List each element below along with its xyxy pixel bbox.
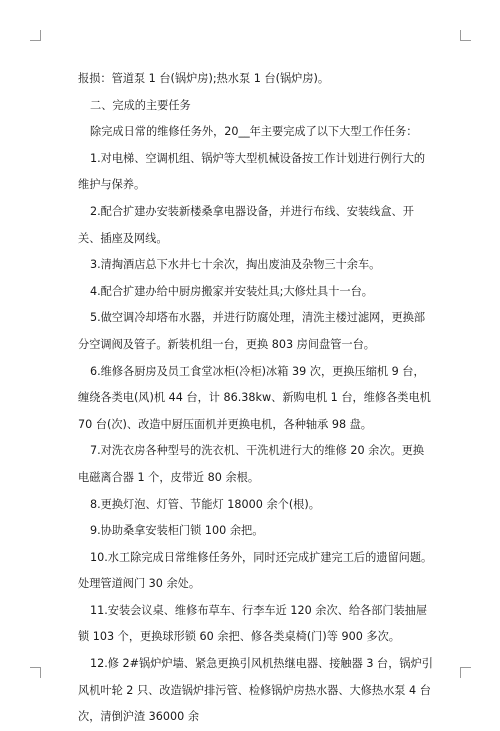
- paragraph-damage-report: 报损：管道泵 1 台(锅炉房);热水泵 1 台(锅炉房)。: [78, 72, 330, 85]
- paragraph-intro: 除完成日常的维修任务外，20__年主要完成了以下大型工作任务：: [90, 125, 418, 139]
- task-item-11: 11.安装会议桌、维修布草车、行李车近 120 余次、给各部门装抽屉锁 103 个，更换球形锁 60 余把、修各类桌椅(门)等 900 多次。: [78, 603, 428, 644]
- task-item-4: 4.配合扩建办给中厨房搬家并安装灶具;大修灶具十一台。: [90, 284, 373, 298]
- task-item-10: 10.水工除完成日常维修任务外，同时还完成扩建完工后的遗留问题。处理管道阀门 30 余处。: [78, 550, 433, 591]
- crop-mark-top-right: [460, 30, 471, 41]
- task-item-9: 9.协助桑拿安装柜门锁 100 余把。: [90, 524, 264, 538]
- task-item-6: 6.维修各厨房及员工食堂冰柜(冷柜)冰箱 39 次，更换压缩机 9 台，缠绕各类电(风)机 44 台，计 86.38kw、新购电机 1 台，维修各类电机 70 台(次)、改造中厨压面机并更换电机，各种轴承 98 盘。: [78, 364, 431, 431]
- crop-mark-top-left: [30, 30, 41, 41]
- task-item-3: 3.清掏酒店总下水井七十余次，掏出废油及杂物三十余车。: [90, 258, 381, 272]
- document-body: [78, 66, 434, 731]
- crop-mark-bottom-right: [460, 667, 471, 678]
- crop-mark-bottom-left: [30, 667, 41, 678]
- task-item-8: 8.更换灯泡、灯管、节能灯 18000 余个(根)。: [90, 497, 320, 511]
- section-heading: 二、完成的主要任务: [90, 98, 191, 112]
- task-item-5: 5.做空调冷却塔布水器，并进行防腐处理，清洗主楼过滤网，更换部分空调阀及管子。新装机组一台，更换 803 房间盘管一台。: [78, 311, 426, 351]
- task-item-12: 12.修 2#锅炉炉墙、紧急更换引风机热继电器、接触器 3 台，锅炉引风机叶轮 2 只、改造锅炉排污管、检修锅炉房热水器、大修热水泵 4 台次，清倒沪渣 36000 余: [78, 657, 433, 724]
- task-item-1: 1.对电梯、空调机组、锅炉等大型机械设备按工作计划进行例行大的维护与保养。: [78, 151, 426, 192]
- task-item-7: 7.对洗衣房各种型号的洗衣机、干洗机进行大的维修 20 余次。更换电磁离合器 1 个，皮带近 80 余根。: [78, 444, 425, 484]
- task-item-2: 2.配合扩建办安装新楼桑拿电器设备，并进行布线、安装线盒、开关、插座及网线。: [78, 204, 414, 245]
